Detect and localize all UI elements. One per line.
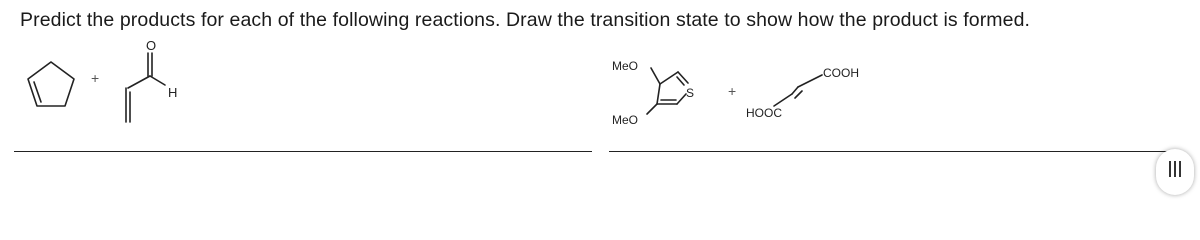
aldehyde-hydrogen-label: H — [168, 85, 178, 100]
dimethoxythiophene-structure — [630, 56, 710, 126]
answer-line-reaction-1 — [14, 151, 592, 152]
methoxy-bottom-label: MeO — [612, 113, 639, 127]
cyclopentene-structure — [20, 56, 82, 114]
thiophene-sulfur-label: S — [686, 86, 695, 100]
menu-button[interactable] — [1156, 149, 1194, 195]
carboxyl-right-label: COOH — [823, 66, 859, 80]
menu-icon — [1169, 161, 1181, 177]
question-text: Predict the products for each of the following reactions. Draw the transition state to show how the product is formed. — [20, 9, 1031, 31]
carboxyl-left-label: HOOC — [746, 106, 782, 120]
methoxy-top-label: MeO — [612, 59, 639, 73]
aldehyde-oxygen-label: O — [146, 38, 157, 53]
reaction2-plus-sign: + — [728, 83, 737, 99]
answer-line-reaction-2 — [609, 151, 1169, 152]
reaction1-plus-sign: + — [91, 70, 100, 86]
